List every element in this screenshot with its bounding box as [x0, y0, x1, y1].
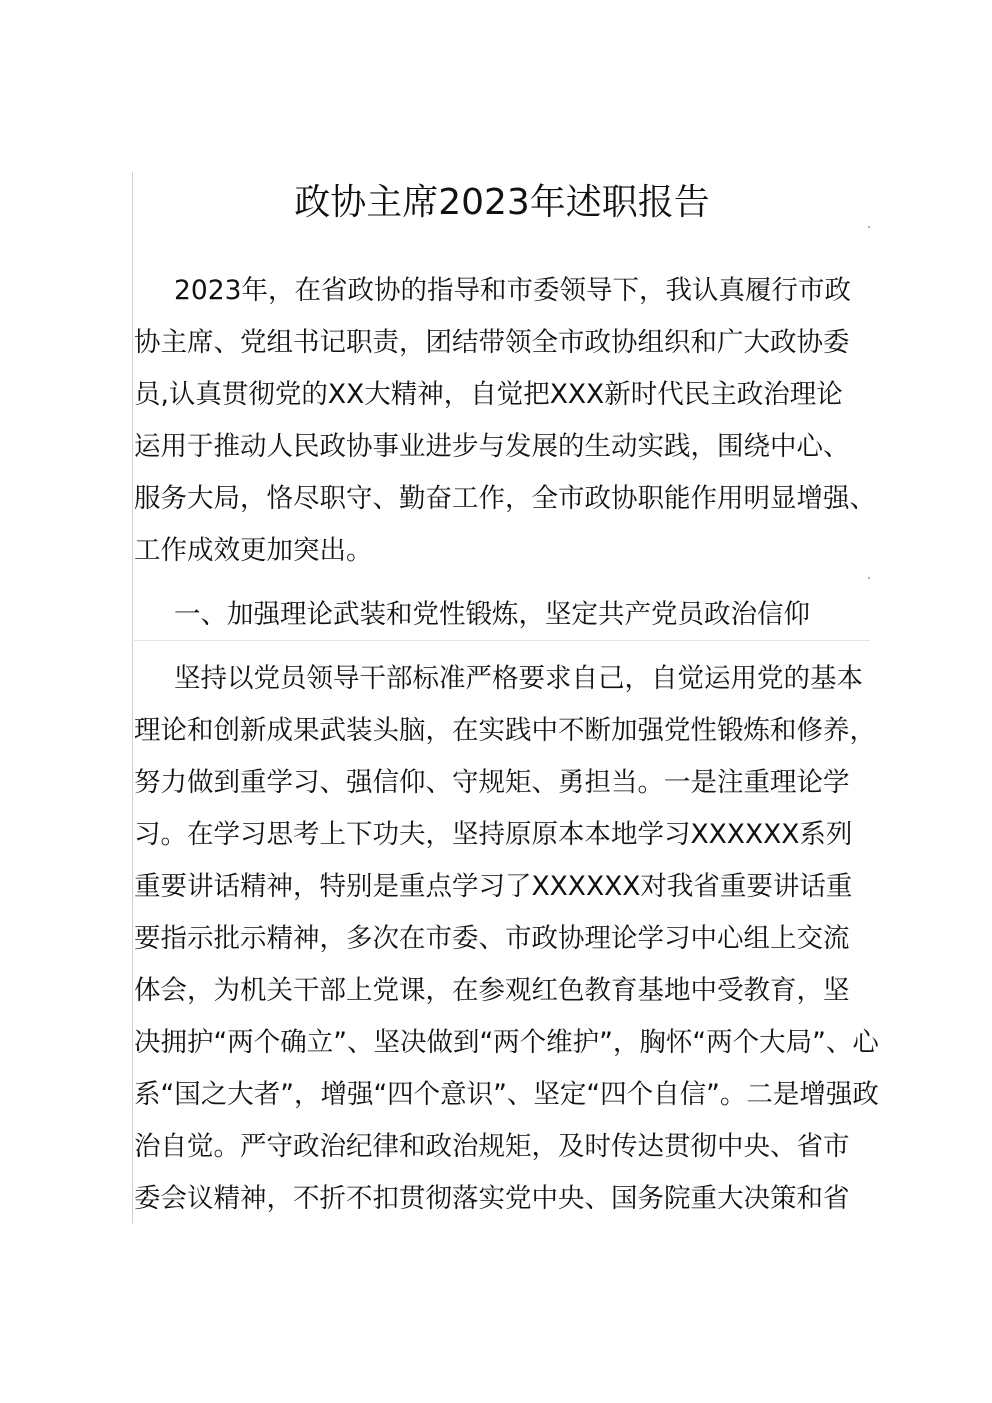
paragraph-2-line-2: 理论和创新成果武装头脑，在实践中不断加强党性锻炼和修养，	[134, 715, 876, 746]
paragraph-1-line-5: 服务大局，恪尽职守、勤奋工作，全市政协职能作用明显增强、	[134, 483, 876, 514]
paragraph-1-line-4: 运用于推动人民政协事业进步与发展的生动实践，围绕中心、	[134, 431, 850, 462]
paragraph-2-line-5: 重要讲话精神，特别是重点学习了XXXXXX对我省重要讲话重	[134, 871, 853, 902]
paragraph-2-line-11: 委会议精神，不折不扣贯彻落实党中央、国务院重大决策和省	[134, 1183, 850, 1214]
paragraph-2-line-1: 坚持以党员领导干部标准严格要求自己，自觉运用党的基本	[174, 663, 863, 694]
paragraph-2-line-4: 习。在学习思考上下功夫，坚持原原本本地学习XXXXXX系列	[134, 819, 853, 850]
paragraph-mark-dot	[868, 577, 870, 579]
paragraph-1-line-3: 员,认真贯彻党的XX大精神，自觉把XXX新时代民主政治理论	[134, 379, 843, 410]
paragraph-2-line-9: 系“国之大者”，增强“四个意识”、坚定“四个自信”。二是增强政	[134, 1079, 879, 1110]
heading-underline	[134, 640, 870, 641]
document-title: 政协主席2023年述职报告	[294, 182, 710, 223]
paragraph-2-line-8: 决拥护“两个确立”、坚决做到“两个维护”，胸怀“两个大局”、心	[134, 1027, 879, 1058]
paragraph-1-line-2: 协主席、党组书记职责，团结带领全市政协组织和广大政协委	[134, 327, 850, 358]
left-margin-line	[132, 172, 133, 1224]
section-heading-1: 一、加强理论武装和党性锻炼，坚定共产党员政治信仰	[174, 599, 810, 630]
paragraph-2-line-6: 要指示批示精神，多次在市委、市政协理论学习中心组上交流	[134, 923, 850, 954]
paragraph-2-line-7: 体会，为机关干部上党课，在参观红色教育基地中受教育，坚	[134, 975, 850, 1006]
paragraph-2-line-3: 努力做到重学习、强信仰、守规矩、勇担当。一是注重理论学	[134, 767, 850, 798]
paragraph-mark-dot	[868, 226, 870, 228]
paragraph-1-line-1: 2023年，在省政协的指导和市委领导下，我认真履行市政	[174, 275, 851, 306]
paragraph-1-line-6: 工作成效更加突出。	[134, 535, 373, 566]
paragraph-2-line-10: 治自觉。严守政治纪律和政治规矩，及时传达贯彻中央、省市	[134, 1131, 850, 1162]
